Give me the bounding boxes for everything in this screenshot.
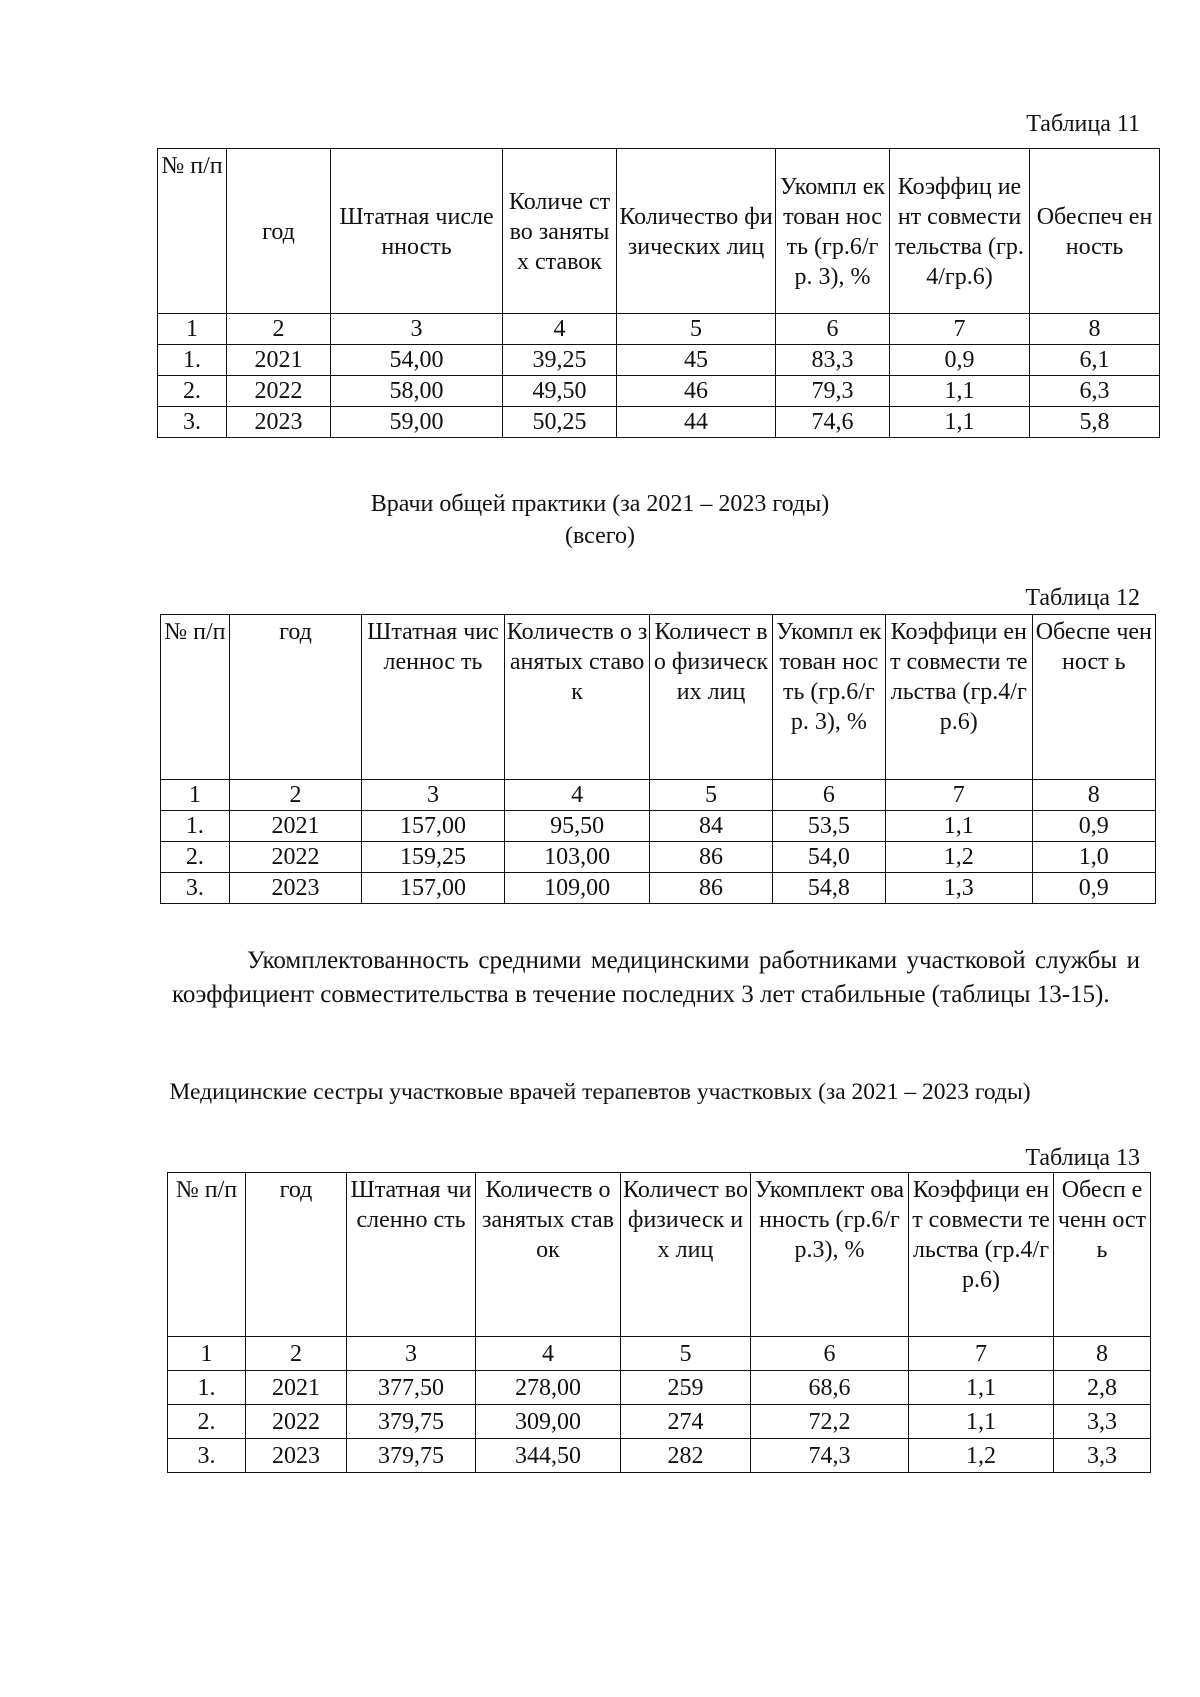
table-cell: 2,8 [1054, 1371, 1151, 1405]
table-cell: 74,3 [751, 1439, 909, 1473]
table-cell: 309,00 [476, 1405, 621, 1439]
table12-number-cell: 2 [229, 780, 361, 811]
table-row [161, 873, 1156, 904]
table13-number-cell: 8 [1054, 1337, 1151, 1371]
table-cell: 2021 [246, 1371, 347, 1405]
table11-number-cell: 4 [503, 314, 617, 345]
table-cell: 274 [621, 1405, 751, 1439]
table-cell: 103,00 [504, 842, 650, 873]
table11-number-cell: 8 [1030, 314, 1160, 345]
table-cell: 2. [168, 1405, 246, 1439]
table-cell: 1,1 [909, 1405, 1054, 1439]
table-cell: 1,1 [909, 1371, 1054, 1405]
table-cell: 74,6 [776, 407, 890, 438]
table-cell: 53,5 [772, 811, 885, 842]
table12-number-cell: 8 [1032, 780, 1155, 811]
table12-header-cell: Коэффици ент совмести тельства (гр.4/гр.6) [885, 615, 1032, 780]
table11-header-cell: Коэффиц иент совмести тельства (гр.4/гр.6) [890, 149, 1030, 314]
table12-header-cell: Количеств о занятых ставок [504, 615, 650, 780]
table-cell: 2022 [246, 1405, 347, 1439]
table-cell: 0,9 [1032, 811, 1155, 842]
table-cell: 83,3 [776, 345, 890, 376]
table-row [158, 407, 1160, 438]
table11-header-cell: Количество физических лиц [617, 149, 776, 314]
table-cell: 1. [158, 345, 227, 376]
table-cell: 2023 [227, 407, 331, 438]
table11 [157, 148, 1160, 438]
table13-header-cell: Укомплект ованность (гр.6/гр.3), % [751, 1173, 909, 1337]
table-cell: 46 [617, 376, 776, 407]
table-row [168, 1439, 1151, 1473]
table-cell: 86 [650, 842, 772, 873]
table-cell: 2022 [227, 376, 331, 407]
table12-number-cell: 6 [772, 780, 885, 811]
table-cell: 68,6 [751, 1371, 909, 1405]
table-cell: 2. [161, 842, 230, 873]
table-cell: 2. [158, 376, 227, 407]
table13-header-cell: Коэффици ент совмести тельства (гр.4/гр.6) [909, 1173, 1054, 1337]
table13-header-cell: Обесп еченн ость [1054, 1173, 1151, 1337]
table11-header-cell: Штатная численность [331, 149, 503, 314]
table-cell: 3,3 [1054, 1439, 1151, 1473]
table12-number-cell: 1 [161, 780, 230, 811]
table-cell: 50,25 [503, 407, 617, 438]
table-cell: 3. [161, 873, 230, 904]
table-cell: 278,00 [476, 1371, 621, 1405]
table-cell: 44 [617, 407, 776, 438]
table-cell: 1,1 [890, 376, 1030, 407]
table12-number-cell: 5 [650, 780, 772, 811]
table-cell: 86 [650, 873, 772, 904]
table-row [161, 811, 1156, 842]
table-cell: 79,3 [776, 376, 890, 407]
table-cell: 344,50 [476, 1439, 621, 1473]
table-cell: 72,2 [751, 1405, 909, 1439]
table-cell: 2021 [227, 345, 331, 376]
table11-number-cell: 7 [890, 314, 1030, 345]
table11-number-row [158, 314, 1160, 345]
table11-header-cell: Обеспеч енность [1030, 149, 1160, 314]
table13-number-cell: 5 [621, 1337, 751, 1371]
table-cell: 49,50 [503, 376, 617, 407]
table13-number-cell: 7 [909, 1337, 1054, 1371]
table13-header-cell: Количеств о занятых ставок [476, 1173, 621, 1337]
table13-header-cell: год [246, 1173, 347, 1337]
table-cell: 282 [621, 1439, 751, 1473]
table13-caption: Таблица 13 [1025, 1145, 1140, 1171]
table13-number-cell: 4 [476, 1337, 621, 1371]
table13-header-cell: Штатная численно сть [347, 1173, 476, 1337]
table11-number-cell: 5 [617, 314, 776, 345]
table11-header-cell: Укомпл ектован ность (гр.6/гр. 3), % [776, 149, 890, 314]
table11-header-row [158, 149, 1160, 314]
table-cell: 1,1 [890, 407, 1030, 438]
table-cell: 39,25 [503, 345, 617, 376]
section-title-gp: Врачи общей практики (за 2021 – 2023 годы) [370, 491, 830, 517]
table-row [158, 345, 1160, 376]
table-row [168, 1405, 1151, 1439]
table13-number-cell: 3 [347, 1337, 476, 1371]
table11-header-cell: год [227, 149, 331, 314]
table-cell: 379,75 [347, 1439, 476, 1473]
table12-number-cell: 7 [885, 780, 1032, 811]
table13-number-cell: 2 [246, 1337, 347, 1371]
table-cell: 59,00 [331, 407, 503, 438]
table12-number-row [161, 780, 1156, 811]
table-cell: 159,25 [362, 842, 505, 873]
table11-header-cell: Количе ство занятых ставок [503, 149, 617, 314]
table12-header-cell: Обеспе ченност ь [1032, 615, 1155, 780]
table-cell: 6,1 [1030, 345, 1160, 376]
table-cell: 54,8 [772, 873, 885, 904]
table12-caption: Таблица 12 [1025, 585, 1140, 611]
table-cell: 58,00 [331, 376, 503, 407]
table-cell: 0,9 [1032, 873, 1155, 904]
table11-number-cell: 2 [227, 314, 331, 345]
table12-header-row [161, 615, 1156, 780]
table-cell: 2021 [229, 811, 361, 842]
table-cell: 157,00 [362, 811, 505, 842]
table-cell: 379,75 [347, 1405, 476, 1439]
table11-header-cell: № п/п [158, 149, 227, 314]
table-cell: 1,2 [909, 1439, 1054, 1473]
table-cell: 0,9 [890, 345, 1030, 376]
table-row [161, 842, 1156, 873]
table-cell: 1,3 [885, 873, 1032, 904]
table-cell: 157,00 [362, 873, 505, 904]
table12-header-cell: Количест во физическ их лиц [650, 615, 772, 780]
table-cell: 2023 [246, 1439, 347, 1473]
table-cell: 5,8 [1030, 407, 1160, 438]
table-cell: 1. [161, 811, 230, 842]
table13 [167, 1172, 1151, 1473]
table-cell: 1. [168, 1371, 246, 1405]
table13-header-cell: № п/п [168, 1173, 246, 1337]
table11-number-cell: 3 [331, 314, 503, 345]
table-cell: 1,0 [1032, 842, 1155, 873]
table-cell: 109,00 [504, 873, 650, 904]
table12 [160, 614, 1156, 904]
table12-number-cell: 4 [504, 780, 650, 811]
table-cell: 3. [168, 1439, 246, 1473]
body-paragraph: Укомплектованность средними медицинскими работниками участковой службы и коэффициент совместительства в течение последних 3 лет стабильные (таблицы 13-15). [172, 947, 1140, 1008]
table-cell: 84 [650, 811, 772, 842]
table13-number-row [168, 1337, 1151, 1371]
table13-header-cell: Количест во физическ их лиц [621, 1173, 751, 1337]
table13-header-row [168, 1173, 1151, 1337]
section-subtitle-gp: (всего) [564, 523, 636, 549]
table12-number-cell: 3 [362, 780, 505, 811]
table-cell: 1,1 [885, 811, 1032, 842]
table-cell: 2023 [229, 873, 361, 904]
table-cell: 3,3 [1054, 1405, 1151, 1439]
table12-header-cell: год [229, 615, 361, 780]
table-row [158, 376, 1160, 407]
table-cell: 54,00 [331, 345, 503, 376]
table-cell: 54,0 [772, 842, 885, 873]
section-title-nurses: Медицинские сестры участковые врачей терапевтов участковых (за 2021 – 2023 годы) [169, 1079, 1031, 1105]
table11-number-cell: 1 [158, 314, 227, 345]
table12-header-cell: № п/п [161, 615, 230, 780]
table11-caption: Таблица 11 [1026, 111, 1140, 137]
table13-number-cell: 1 [168, 1337, 246, 1371]
table-cell: 2022 [229, 842, 361, 873]
table12-header-cell: Штатная численнос ть [362, 615, 505, 780]
table-cell: 1,2 [885, 842, 1032, 873]
table-cell: 3. [158, 407, 227, 438]
table12-header-cell: Укомпл ектован ность (гр.6/гр. 3), % [772, 615, 885, 780]
table-cell: 6,3 [1030, 376, 1160, 407]
table-cell: 45 [617, 345, 776, 376]
table-cell: 95,50 [504, 811, 650, 842]
table-cell: 377,50 [347, 1371, 476, 1405]
table-cell: 259 [621, 1371, 751, 1405]
table11-number-cell: 6 [776, 314, 890, 345]
table-row [168, 1371, 1151, 1405]
table13-number-cell: 6 [751, 1337, 909, 1371]
